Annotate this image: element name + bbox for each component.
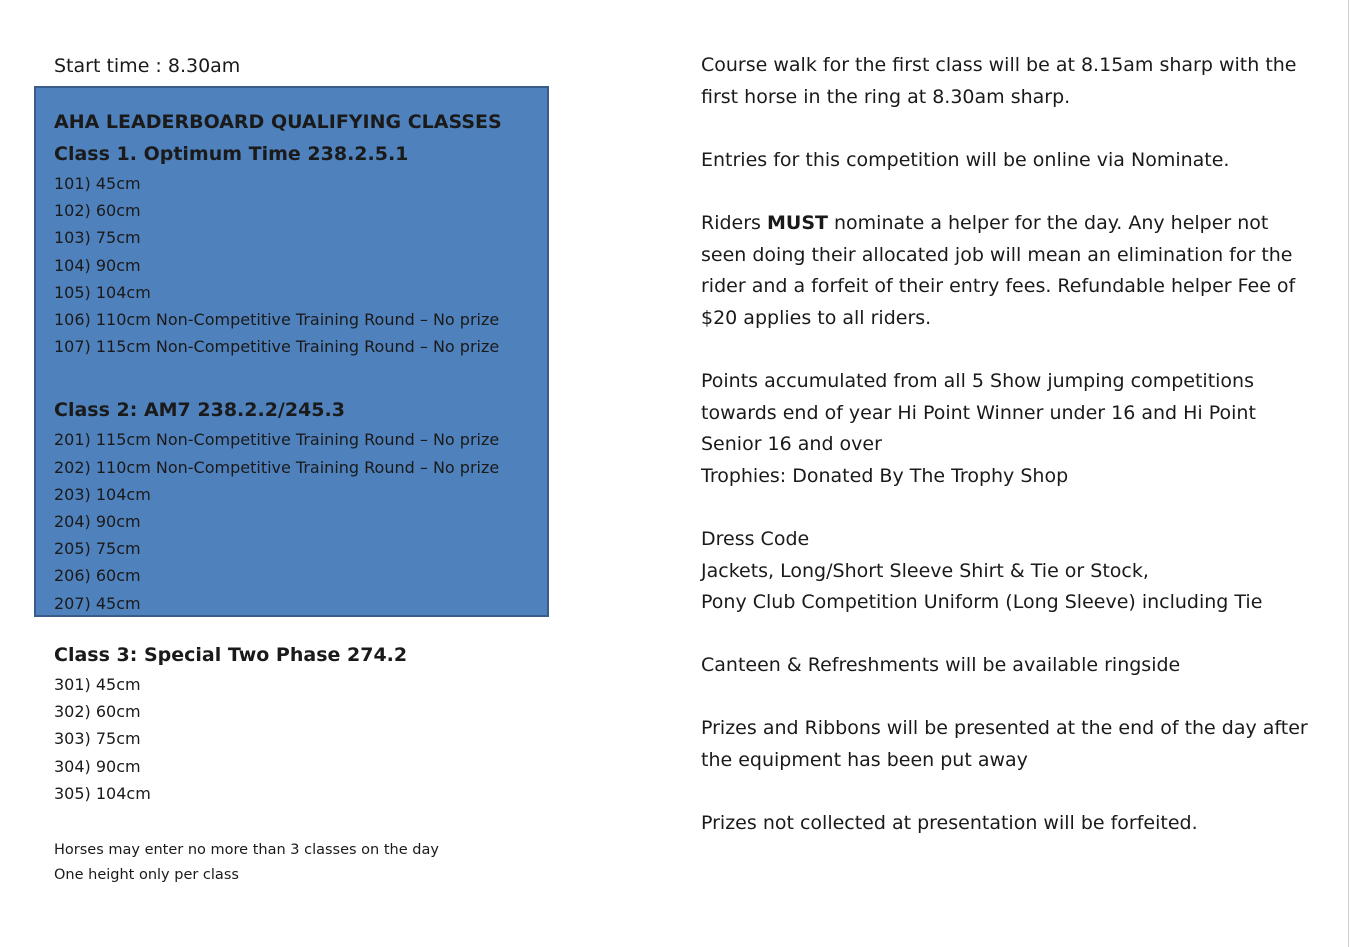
- entries-online-paragraph: [701, 145, 1301, 177]
- text-line: seen doing their allocated job will mean an elimination for the: [701, 243, 1293, 266]
- class-entry: 107) 115cm Non-Competitive Training Round – No prize: [54, 337, 500, 357]
- page-edge: [1348, 0, 1349, 947]
- class-entry: 205) 75cm: [54, 539, 141, 559]
- text-line: Trophies: Donated By The Trophy Shop: [701, 464, 1069, 487]
- information-column: [701, 50, 1308, 840]
- text-line: Points accumulated from all 5 Show jumping competitions: [701, 369, 1254, 392]
- class-entry: 204) 90cm: [54, 512, 141, 532]
- text-line: Senior 16 and over: [701, 433, 882, 456]
- text-line: the equipment has been put away: [701, 749, 1028, 772]
- text-line: [701, 208, 1301, 240]
- note-line: One height only per class: [54, 867, 239, 883]
- text-line: first horse in the ring at 8.30am sharp.: [701, 85, 1071, 108]
- class-entry: 302) 60cm: [54, 702, 141, 722]
- qualifying-classes-box: [34, 86, 549, 617]
- class-2-title: Class 2: AM7 238.2.2/245.3: [54, 399, 345, 422]
- class-entry: 105) 104cm: [54, 282, 151, 302]
- class-entry: 304) 90cm: [54, 756, 141, 776]
- text-line: Course walk for the first class will be at 8.15am sharp with the: [701, 54, 1297, 76]
- points-paragraph: [701, 366, 1301, 492]
- class-entry: 305) 104cm: [54, 783, 151, 803]
- helper-paragraph: [701, 208, 1301, 334]
- text-line: Prizes and Ribbons will be presented at the end of the day after: [701, 717, 1308, 740]
- class-entry: 106) 110cm Non-Competitive Training Round – No prize: [54, 310, 500, 330]
- class-entry: 203) 104cm: [54, 484, 151, 504]
- text-line: towards end of year Hi Point Winner under 16 and Hi Point: [701, 401, 1256, 424]
- text-line: Prizes not collected at presentation will be forfeited.: [701, 812, 1198, 835]
- dress-code-paragraph: [701, 524, 1301, 619]
- class-entry: 103) 75cm: [54, 228, 141, 248]
- class-2-entries: [54, 426, 547, 616]
- text-line: Pony Club Competition Uniform (Long Sleeve) including Tie: [701, 591, 1263, 614]
- text-line: $20 applies to all riders.: [701, 306, 932, 329]
- class-entry: 102) 60cm: [54, 201, 141, 221]
- prizes-paragraph: [701, 713, 1308, 776]
- class-entry: 301) 45cm: [54, 675, 141, 694]
- class-entry: 303) 75cm: [54, 729, 141, 749]
- class-1-entries: [54, 170, 547, 360]
- class-entry: 104) 90cm: [54, 255, 141, 275]
- class-entry: 202) 110cm Non-Competitive Training Round – No prize: [54, 457, 500, 477]
- text-line: rider and a forfeit of their entry fees. Refundable helper Fee of: [701, 275, 1296, 298]
- course-walk-paragraph: [701, 50, 1301, 113]
- class-entry: 207) 45cm: [54, 593, 141, 613]
- qualifying-heading: AHA LEADERBOARD QUALIFYING CLASSES: [54, 111, 502, 133]
- canteen-paragraph: [701, 650, 1301, 682]
- helper-line-rest: nominate a helper for the day. Any helper not: [827, 211, 1269, 234]
- class-entry: 206) 60cm: [54, 566, 141, 586]
- class-1-title: Class 1. Optimum Time 238.2.5.1: [54, 143, 409, 165]
- start-time: Start time : 8.30am: [54, 55, 241, 77]
- class-3-section: [54, 639, 407, 807]
- text-line: Jackets, Long/Short Sleeve Shirt & Tie or Stock,: [701, 559, 1149, 582]
- class-entry: 101) 45cm: [54, 174, 141, 193]
- text-line: Canteen & Refreshments will be available ringside: [701, 654, 1181, 677]
- helper-prefix: Riders: [701, 211, 767, 234]
- class-entry: 201) 115cm Non-Competitive Training Round – No prize: [54, 430, 500, 450]
- must-emphasis: MUST: [766, 211, 828, 234]
- forfeit-paragraph: [701, 808, 1301, 840]
- class-3-entries: [54, 671, 407, 807]
- note-line: Horses may enter no more than 3 classes on the day: [54, 842, 439, 858]
- text-line: Dress Code: [701, 527, 810, 550]
- class-3-title: Class 3: Special Two Phase 274.2: [54, 644, 408, 666]
- entry-notes: [54, 838, 439, 888]
- text-line: Entries for this competition will be online via Nominate.: [701, 148, 1230, 171]
